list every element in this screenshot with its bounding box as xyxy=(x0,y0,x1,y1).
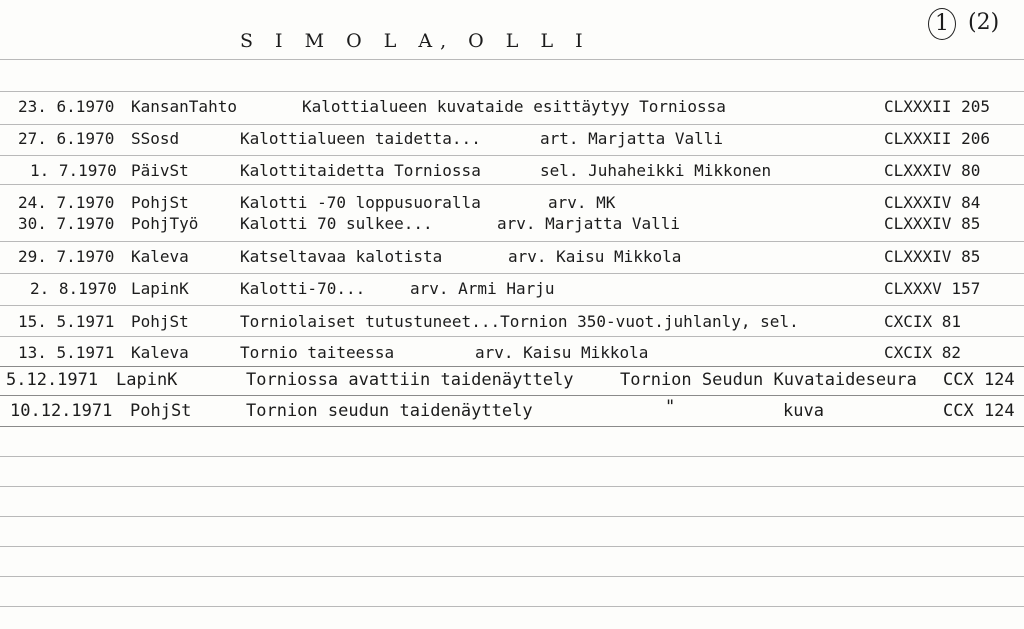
entry-date: 30. 7.1970 xyxy=(18,214,115,233)
entry-source: PohjSt xyxy=(130,401,192,421)
entry-extra: kuva xyxy=(783,401,824,421)
entry-note: arv. MK xyxy=(548,193,616,212)
entry-ref: CLXXXII 206 xyxy=(884,129,990,148)
rule-line xyxy=(0,366,1024,367)
entry-date: 15. 5.1971 xyxy=(18,312,115,331)
entry-title: Kalotti 70 sulkee... xyxy=(240,214,433,233)
rule-line xyxy=(0,155,1024,156)
entry-title: Katseltavaa kalotista xyxy=(240,247,443,266)
rule-line xyxy=(0,91,1024,92)
card-number-parenthesized: (2) xyxy=(968,10,1000,35)
rule-line xyxy=(0,426,1024,427)
entry-ref: CCX 124 xyxy=(943,401,1015,421)
rule-line xyxy=(0,273,1024,274)
rule-line xyxy=(0,546,1024,547)
entry-ref: CLXXXV 157 xyxy=(884,279,981,298)
rule-line xyxy=(0,395,1024,396)
entry-date: 5.12.1971 xyxy=(6,370,99,390)
entry-source: LapinK xyxy=(131,279,189,298)
card-title: S I M O L A, O L L I xyxy=(240,30,591,52)
entry-note: arv. Kaisu Mikkola xyxy=(508,247,682,266)
card-number-circled: 1 xyxy=(928,8,956,40)
entry-ref: CLXXXIV 85 xyxy=(884,214,981,233)
entry-source: SSosd xyxy=(131,129,180,148)
rule-line xyxy=(0,576,1024,577)
entry-date: 24. 7.1970 xyxy=(18,193,115,212)
entry-note: art. Marjatta Valli xyxy=(540,129,724,148)
rule-line xyxy=(0,184,1024,185)
rule-line xyxy=(0,606,1024,607)
rule-line xyxy=(0,516,1024,517)
entry-source: LapinK xyxy=(116,370,178,390)
entry-note: arv. Marjatta Valli xyxy=(497,214,681,233)
entry-date: 13. 5.1971 xyxy=(18,343,115,362)
entry-date: 29. 7.1970 xyxy=(18,247,115,266)
entry-ref: CLXXXIV 84 xyxy=(884,193,981,212)
entry-source: PohjSt xyxy=(131,312,189,331)
entry-date: 1. 7.1970 xyxy=(30,161,117,180)
entry-ref: CCX 124 xyxy=(943,370,1015,390)
rule-line xyxy=(0,456,1024,457)
entry-ref: CXCIX 81 xyxy=(884,312,962,331)
entry-ref: CLXXXII 205 xyxy=(884,97,990,116)
rule-line xyxy=(0,486,1024,487)
entry-note: Tornion Seudun Kuvataideseura xyxy=(620,370,917,390)
entry-ref: CLXXXIV 85 xyxy=(884,247,981,266)
rule-line xyxy=(0,241,1024,242)
entry-title: Kalottialueen kuvataide esittäytyy Torniossa xyxy=(302,97,726,116)
entry-title: Kalotti-70... xyxy=(240,279,366,298)
entry-source: PäivSt xyxy=(131,161,189,180)
entry-title: Tornio taiteessa xyxy=(240,343,395,362)
entry-title: Kalottialueen taidetta... xyxy=(240,129,481,148)
entry-ref: CLXXXIV 80 xyxy=(884,161,981,180)
entry-note: arv. Armi Harju xyxy=(410,279,555,298)
entry-title: Torniossa avattiin taidenäyttely xyxy=(246,370,574,390)
entry-ref: CXCIX 82 xyxy=(884,343,962,362)
rule-line xyxy=(0,59,1024,60)
rule-line xyxy=(0,124,1024,125)
rule-line xyxy=(0,336,1024,337)
entry-source: PohjSt xyxy=(131,193,189,212)
entry-source: Kaleva xyxy=(131,343,189,362)
entry-title: Tornion seudun taidenäyttely xyxy=(246,401,533,421)
entry-date: 23. 6.1970 xyxy=(18,97,115,116)
entry-note: arv. Kaisu Mikkola xyxy=(475,343,649,362)
rule-line xyxy=(0,305,1024,306)
entry-source: PohjTyö xyxy=(131,214,199,233)
entry-note: " xyxy=(665,397,676,417)
entry-date: 10.12.1971 xyxy=(10,401,113,421)
entry-source: Kaleva xyxy=(131,247,189,266)
entry-title: Torniolaiset tutustuneet...Tornion 350-vuot.juhlanly, sel. xyxy=(240,312,799,331)
entry-title: Kalottitaidetta Torniossa xyxy=(240,161,481,180)
entry-note: sel. Juhaheikki Mikkonen xyxy=(540,161,772,180)
entry-source: KansanTahto xyxy=(131,97,237,116)
entry-title: Kalotti -70 loppusuoralla xyxy=(240,193,481,212)
entry-date: 2. 8.1970 xyxy=(30,279,117,298)
entry-date: 27. 6.1970 xyxy=(18,129,115,148)
